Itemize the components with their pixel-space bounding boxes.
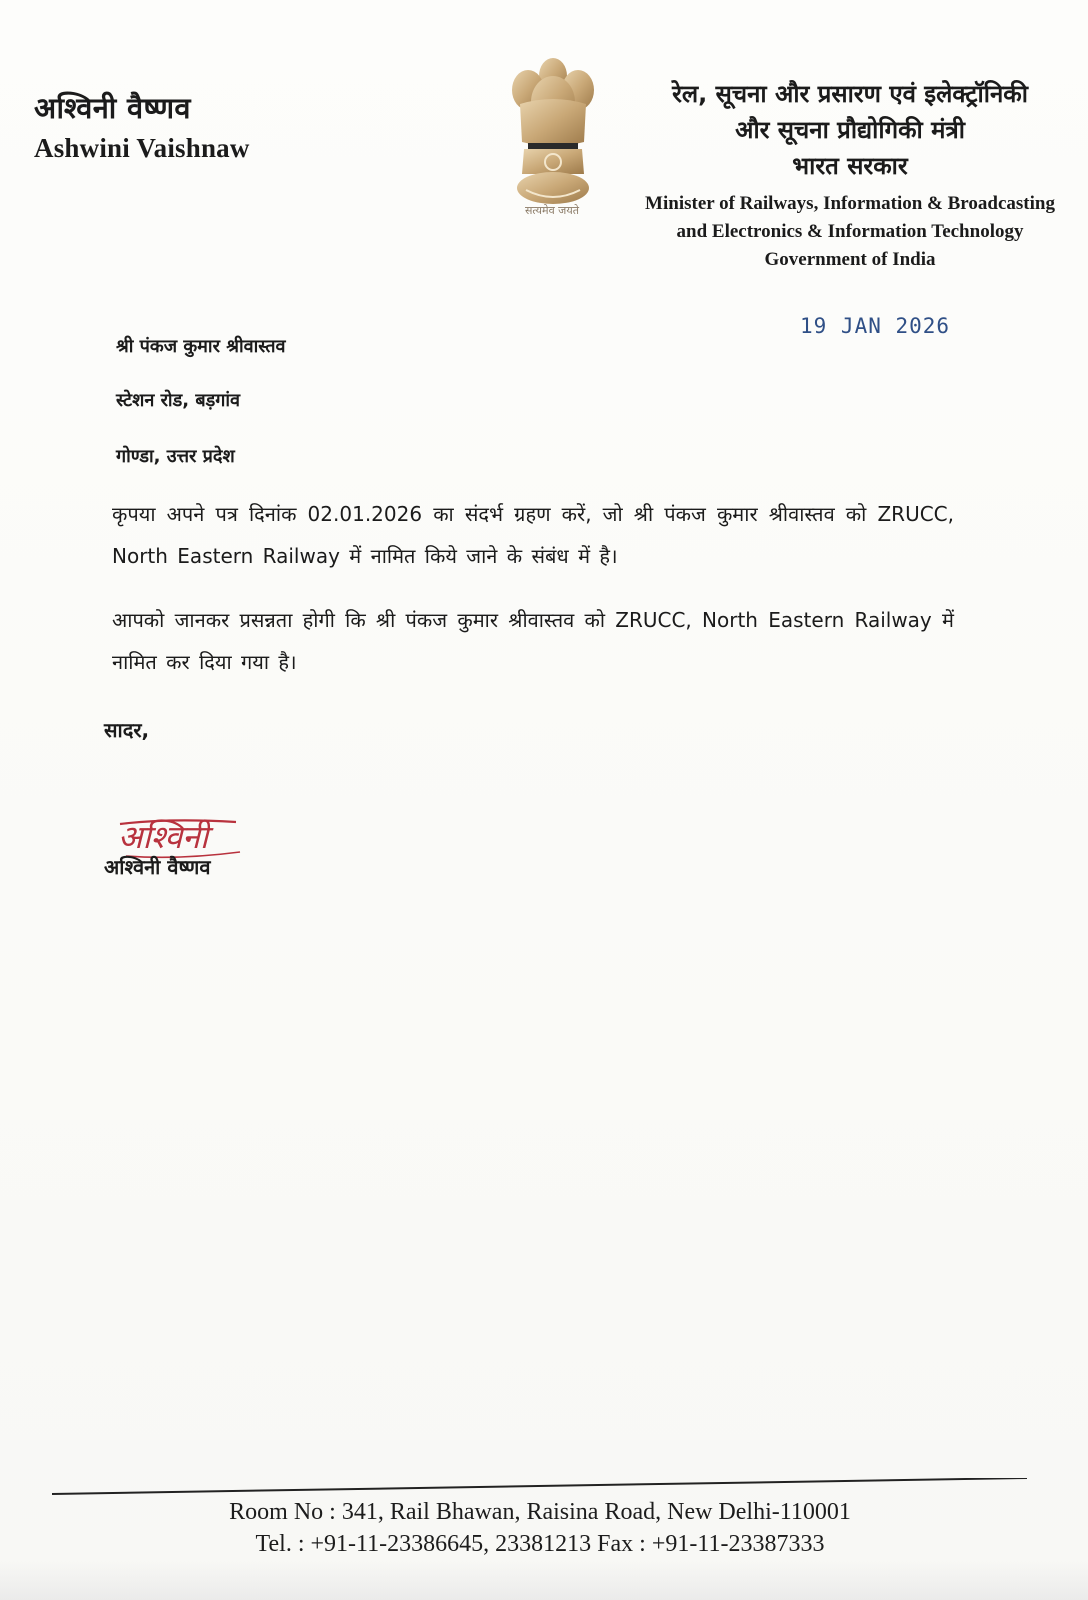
- emblem-motto: सत्यमेव जयते: [524, 204, 579, 217]
- footer-phone-fax: Tel. : +91-11-23386645, 23381213 Fax : +91-11-23387333: [255, 1531, 825, 1557]
- salutation: सादर,: [104, 718, 150, 742]
- recipient-street: स्टेशन रोड, बड़गांव: [116, 390, 241, 411]
- footer-contact: [180, 1496, 900, 1560]
- date-stamp: 19 JAN 2026: [800, 314, 951, 338]
- minister-designation: [640, 76, 1060, 274]
- recipient-city: गोण्डा, उत्तर प्रदेश: [116, 446, 235, 467]
- footer-address: Room No : 341, Rail Bhawan, Raisina Road, New Delhi-110001: [229, 1499, 851, 1525]
- minister-name-english: Ashwini Vaishnaw: [34, 133, 250, 163]
- signature-text: अश्विनी: [118, 818, 209, 856]
- designation-english-line2: and Electronics & Information Technology: [676, 221, 1024, 242]
- designation-hindi-line2: और सूचना प्रौद्योगिकी मंत्री: [735, 116, 965, 144]
- designation-english-line1: Minister of Railways, Information & Broadcasting: [645, 193, 1055, 214]
- signatory-name: अश्विनी वैष्णव: [104, 855, 211, 879]
- minister-name-hindi: अश्विनी वैष्णव: [34, 91, 191, 125]
- body-paragraph-1: कृपया अपने पत्र दिनांक 02.01.2026 का संदर्भ ग्रहण करें, जो श्री पंकज कुमार श्रीवास्तव को ZRUCC, North Eastern Railway में नामित किये जाने के संबंध में है।: [112, 502, 954, 568]
- body-paragraph-2: आपको जानकर प्रसन्नता होगी कि श्री पंकज कुमार श्रीवास्तव को ZRUCC, North Eastern Railway में नामित कर दिया गया है।: [112, 608, 954, 674]
- national-emblem-icon: [498, 54, 608, 224]
- recipient-name: श्री पंकज कुमार श्रीवास्तव: [116, 336, 286, 357]
- scan-shadow: [0, 1560, 1088, 1600]
- government-english: Government of India: [764, 249, 936, 270]
- government-hindi: भारत सरकार: [792, 152, 908, 180]
- designation-hindi-line1: रेल, सूचना और प्रसारण एवं इलेक्ट्रॉनिकी: [672, 80, 1028, 108]
